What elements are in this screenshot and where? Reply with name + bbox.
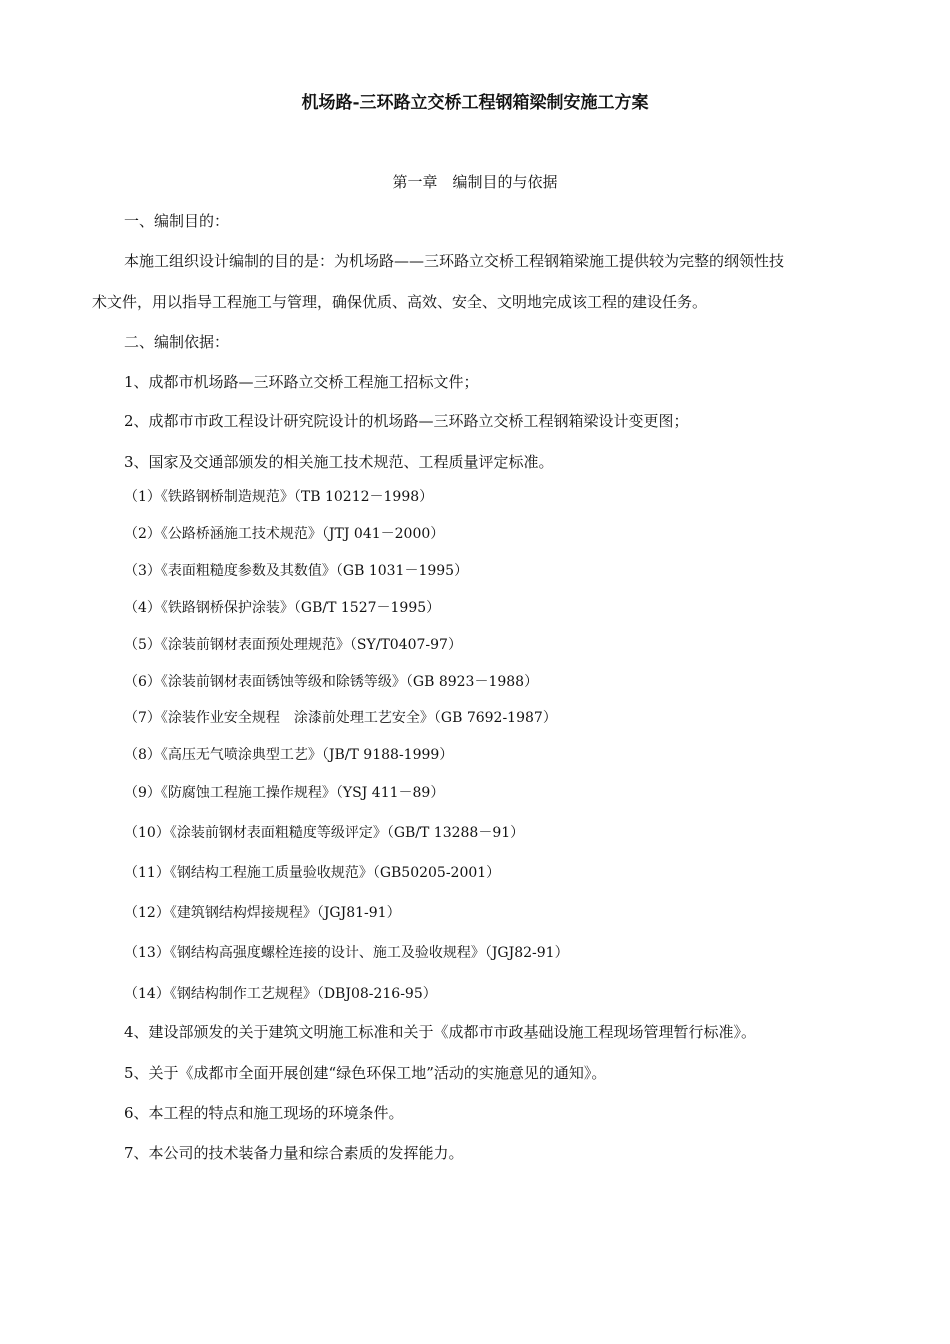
standard-ref-8: （8）《高压无气喷涂典型工艺》（JB/T 9188-1999）	[124, 747, 454, 763]
basis-item-2: 2、成都市市政工程设计研究院设计的机场路—三环路立交桥工程钢箱梁设计变更图；	[124, 412, 689, 430]
section-heading-basis: 二、编制依据：	[124, 333, 230, 351]
basis-item-6: 6、本工程的特点和施工现场的环境条件。	[124, 1104, 404, 1122]
document-title: 机场路-三环路立交桥工程钢箱梁制安施工方案	[301, 93, 649, 113]
standard-ref-10: （10）《涂装前钢材表面粗糙度等级评定》（GB/T 13288－91）	[124, 825, 525, 841]
basis-item-7: 7、本公司的技术装备力量和综合素质的发挥能力。	[124, 1144, 464, 1162]
standard-ref-4: （4）《铁路钢桥保护涂装》（GB/T 1527－1995）	[124, 600, 441, 616]
chapter-heading: 第一章 编制目的与依据	[392, 173, 558, 191]
section-heading-purpose: 一、编制目的：	[124, 212, 230, 230]
standard-ref-7: （7）《涂装作业安全规程 涂漆前处理工艺安全》（GB 7692-1987）	[124, 710, 557, 726]
standard-ref-3: （3）《表面粗糙度参数及其数值》（GB 1031－1995）	[124, 563, 469, 579]
purpose-paragraph-line-2: 术文件，用以指导工程施工与管理，确保优质、高效、安全、文明地完成该工程的建设任务。	[92, 293, 708, 311]
basis-item-4: 4、建设部颁发的关于建筑文明施工标准和关于《成都市市政基础设施工程现场管理暂行标准》。	[124, 1023, 757, 1041]
basis-item-1: 1、成都市机场路—三环路立交桥工程施工招标文件；	[124, 373, 479, 391]
standard-ref-9: （9）《防腐蚀工程施工操作规程》（YSJ 411－89）	[124, 785, 445, 801]
standard-ref-6: （6）《涂装前钢材表面锈蚀等级和除锈等级》（GB 8923－1988）	[124, 674, 539, 690]
basis-item-3: 3、国家及交通部颁发的相关施工技术规范、工程质量评定标准。	[124, 453, 554, 471]
standard-ref-13: （13）《钢结构高强度螺栓连接的设计、施工及验收规程》（JGJ82-91）	[124, 945, 569, 961]
standard-ref-1: （1）《铁路钢桥制造规范》（TB 10212－1998）	[124, 489, 434, 505]
standard-ref-12: （12）《建筑钢结构焊接规程》（JGJ81-91）	[124, 905, 401, 921]
standard-ref-2: （2）《公路桥涵施工技术规范》（JTJ 041－2000）	[124, 526, 445, 542]
standard-ref-11: （11）《钢结构工程施工质量验收规范》（GB50205-2001）	[124, 865, 501, 881]
purpose-paragraph-line-1: 本施工组织设计编制的目的是：为机场路——三环路立交桥工程钢箱梁施工提供较为完整的纲领性技	[124, 252, 785, 270]
standard-ref-14: （14）《钢结构制作工艺规程》（DBJ08-216-95）	[124, 986, 437, 1002]
basis-item-5: 5、关于《成都市全面开展创建“绿色环保工地”活动的实施意见的通知》。	[124, 1064, 607, 1082]
standard-ref-5: （5）《涂装前钢材表面预处理规范》（SY/T0407-97）	[124, 637, 462, 653]
